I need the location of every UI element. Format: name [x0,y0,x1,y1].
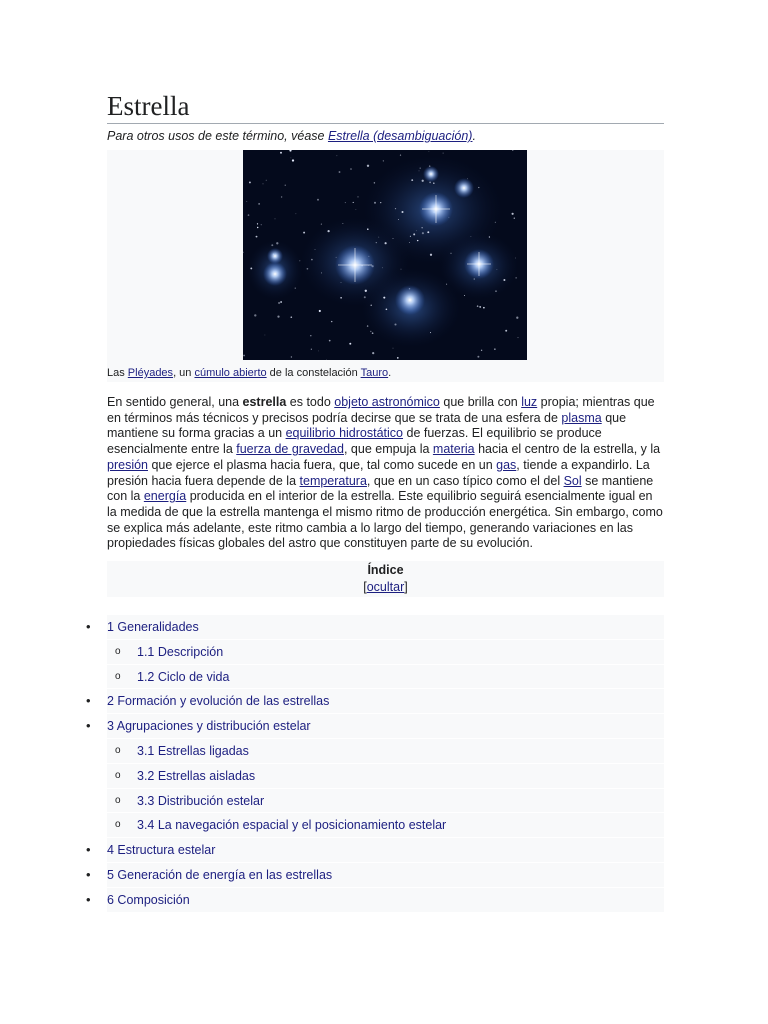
figure-caption [107,367,391,379]
toc-item[interactable] [86,689,664,714]
toc-item[interactable] [107,665,664,690]
inline-link[interactable]: Pléyades [127,367,174,379]
inline-link[interactable]: presión [107,457,148,472]
text-run: propia; mientras que en términos más técnicos y precisos podría decirse que se trata de una esfera de [107,395,655,425]
list-bullet-icon: o [115,794,121,806]
figure [107,150,664,382]
inline-link[interactable]: cúmulo abierto [194,367,267,379]
inline-link[interactable]: fuerza de gravedad [236,442,344,457]
bold-term: estrella [242,395,287,409]
text-run: , que en un caso típico como el del [366,473,564,488]
text-run: que mantiene su forma gracias a un [107,410,627,441]
disambiguation-link[interactable]: Estrella (desambiguación) [327,129,473,143]
text-run: En sentido general, una [107,395,243,409]
starfield-icon [243,150,527,360]
text-run: , un [173,367,195,379]
hatnote-prefix: Para otros usos de este término, véase [107,129,328,143]
inline-link[interactable]: equilibrio hidrostático [285,426,404,441]
toc-bracket-open: [ [363,580,367,595]
intro-paragraph [107,395,664,552]
page-title: Estrella [107,90,664,124]
list-bullet-icon: o [115,645,121,657]
list-bullet-icon: • [86,619,91,635]
text-run: se mantiene con la [107,473,654,504]
hatnote-suffix: . [472,129,476,143]
text-run: hacia el centro de la estrella, y la [474,442,661,457]
pleiades-image[interactable] [243,150,527,360]
toc-item[interactable] [86,888,664,913]
text-run: que brilla con [439,395,522,409]
toc-item[interactable] [86,714,664,739]
list-bullet-icon: • [86,867,91,882]
inline-link[interactable]: plasma [561,410,602,425]
inline-link[interactable]: luz [521,395,538,409]
toc-item[interactable] [86,615,664,640]
toc-item[interactable] [107,640,664,665]
text-run: , que empuja la [343,442,433,457]
toc-item-label[interactable]: 1.1 Descripción [137,644,224,659]
toc-list [86,615,664,913]
list-bullet-icon: o [115,819,121,831]
list-bullet-icon: o [115,670,121,682]
toc-bracket-close: ] [404,580,408,595]
toc-item-label[interactable]: 3.2 Estrellas aisladas [137,768,256,783]
toc-hide-link[interactable]: ocultar [366,580,405,595]
inline-link[interactable]: temperatura [299,473,367,488]
text-run: Las [107,367,128,379]
toc-item-label[interactable]: 5 Generación de energía en las estrellas [107,868,333,882]
toc-item[interactable] [86,838,664,863]
toc-item-label[interactable]: 3.4 La navegación espacial y el posicionamiento estelar [137,818,447,833]
text-run: . [388,367,392,379]
toc-item-label[interactable]: 6 Composición [107,892,190,907]
inline-link[interactable]: objeto astronómico [334,395,440,409]
toc-header [107,561,664,597]
toc-item-label[interactable]: 3.1 Estrellas ligadas [137,744,249,759]
text-run: es todo [286,395,335,409]
list-bullet-icon: • [86,891,91,907]
inline-link[interactable]: materia [432,442,475,457]
text-run: de fuerzas. El equilibrio se produce esencialmente entre la [107,426,602,457]
list-bullet-icon: o [115,769,121,781]
toc-item[interactable] [86,863,664,888]
toc-item[interactable] [107,739,664,764]
inline-link[interactable]: Sol [563,473,582,488]
toc-item[interactable] [107,789,664,814]
text-run: que ejerce el plasma hacia fuera, que, tal como sucede en un [148,457,497,472]
toc-item-label[interactable]: 3 Agrupaciones y distribución estelar [107,719,311,734]
toc-item-label[interactable]: 1 Generalidades [107,620,199,635]
text-run: producida en el interior de la estrella. Este equilibrio seguirá esencialmente igual en la medida de que la estrella mantenga el mismo ritmo de producción energética. Sin embargo, como se explica más adelante, este ritmo cambia a lo largo del tiempo, generando variaciones en las propiedades físicas globales del astro que constituyen parte de su evolución. [107,489,663,551]
inline-link[interactable]: energía [143,489,187,504]
list-bullet-icon: • [86,718,91,734]
toc-item-label[interactable]: 3.3 Distribución estelar [137,793,265,808]
toc-item-label[interactable]: 1.2 Ciclo de vida [137,669,230,684]
article [86,90,664,913]
toc-item-label[interactable]: 2 Formación y evolución de las estrellas [107,694,330,709]
toc-toggle [107,578,664,596]
text-run: , tiende a expandirlo. La presión hacia fuera depende de la [107,457,650,488]
inline-link[interactable]: Tauro [360,367,389,379]
toc-title: Índice [367,563,404,578]
list-bullet-icon: • [86,842,91,858]
text-run: de la constelación [266,367,361,379]
toc-item[interactable] [107,813,664,838]
list-bullet-icon: o [115,745,121,757]
list-bullet-icon: • [86,693,91,709]
toc-item[interactable] [107,764,664,789]
inline-link[interactable]: gas [496,457,517,472]
toc-item-label[interactable]: 4 Estructura estelar [107,843,216,858]
hatnote [107,128,664,144]
